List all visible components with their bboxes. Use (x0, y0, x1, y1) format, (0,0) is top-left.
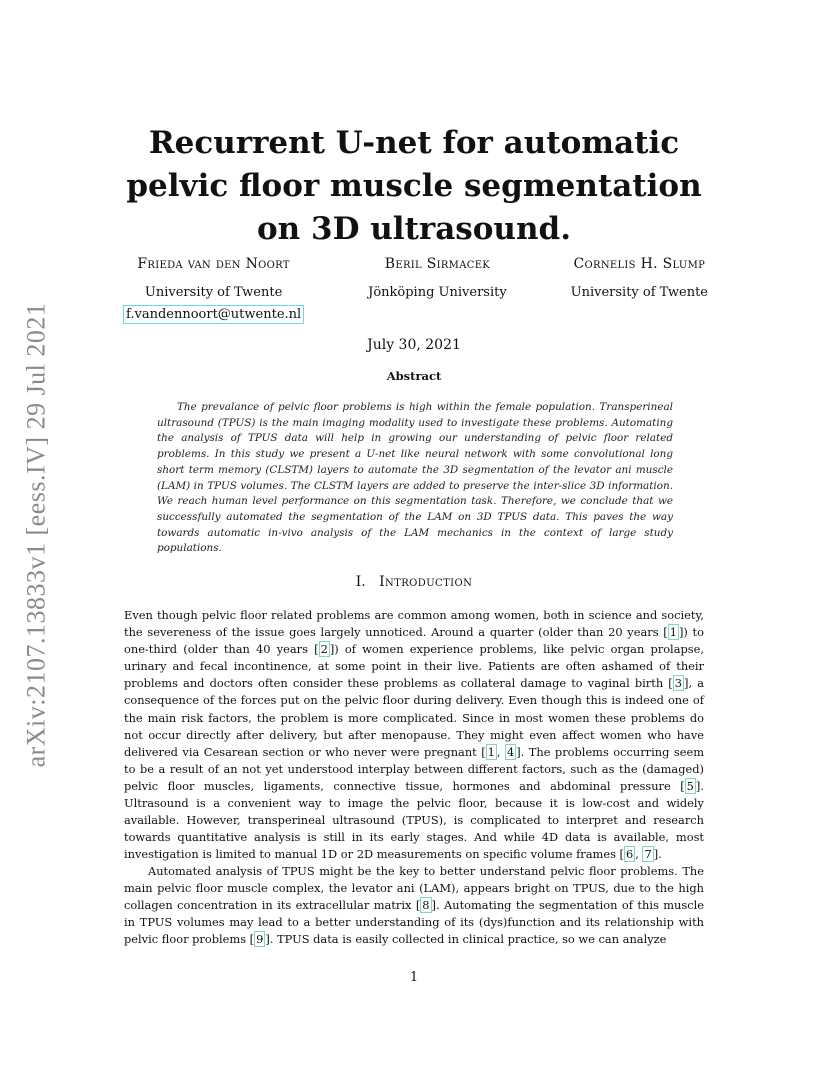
text-run: Automated analysis of TPUS might be the key to better understand pelvic floor problems. The main pelvic floor muscle complex, the levator ani (LAM), appears bright on TPUS, due to the high collagen concentration in its extracellular matrix [ (124, 864, 704, 913)
citation-link[interactable]: 9 (256, 932, 264, 947)
section-title: Introduction (379, 574, 473, 590)
citation-link[interactable]: 6 (625, 847, 634, 862)
citation-link[interactable]: 4 (507, 744, 515, 759)
text-run: Even though pelvic floor related problems are common among women, both in science and society, the severeness of the issue goes largely unnoticed. Around a quarter (older than 20 years [ (124, 608, 704, 640)
citation-link[interactable]: 8 (422, 898, 430, 913)
abstract-text: The prevalance of pelvic floor problems is high within the female population. Transperineal ultrasound (TPUS) is the main imaging modality used to investigate these problems. Automating the analysis of TPUS data will help in growing our understanding of pelvic floor related problems. In this study we present a U-net like neural network with some convolutional long short term memory (CLSTM) layers to automate the 3D segmentation of the levator ani muscle (LAM) in TPUS volumes. The CLSTM layers are added to preserve the inter-slice 3D information. We reach human level performance on this segmentation task. Therefore, we conclude that we successfully automated the segmentation of the LAM on 3D TPUS data. This paves the way towards automatic in-vivo analysis of the LAM mechanics in the context of large study populations. (157, 401, 673, 555)
paper-title: Recurrent U-net for automatic pelvic floor muscle segmentation on 3D ultrasound. (126, 125, 702, 247)
text-run: ]. The problems occurring seem to be a result of an not yet understood interplay between different factors, such as the (damaged) pelvic floor muscles, ligaments, connective tissue, hormones and abdominal pressure [ (124, 744, 704, 793)
intro-paragraph-2 (124, 863, 704, 948)
section-heading (0, 574, 828, 590)
citation-link[interactable]: 3 (674, 676, 682, 691)
abstract-heading: Abstract (386, 369, 442, 383)
text-run: , (496, 744, 505, 759)
author-affiliation: Jönköping University (368, 285, 507, 300)
text-run: , (635, 847, 643, 862)
publication-date: July 30, 2021 (367, 337, 461, 353)
citation-link[interactable]: 1 (487, 744, 495, 759)
text-run: ]. Ultrasound is a convenient way to image the pelvic floor, because it is low-cost and widely available. However, transperineal ultrasound (TPUS), is complicated to interpret and research towards quantitative analysis is still in its early stages. And while 4D data is available, most investigation is limited to manual 1D or 2D measurements on specific volume frames [ (124, 778, 704, 862)
citation-link[interactable]: 7 (644, 847, 652, 862)
section-number: I. (355, 574, 366, 590)
text-run: ]. TPUS data is easily collected in clinical practice, so we can analyze (265, 932, 667, 947)
text-run: ]. Automating the segmentation of this muscle in TPUS volumes may lead to a better understanding of its (dys)function and its relationship with pelvic floor problems [ (124, 898, 704, 947)
arxiv-identifier: arXiv:2107.13833v1 [eess.IV] 29 Jul 2021 (21, 302, 50, 768)
author-affiliation: University of Twente (144, 285, 283, 300)
citation-link[interactable]: 1 (669, 625, 677, 640)
citation-link[interactable]: 5 (686, 778, 694, 793)
author-block (123, 256, 304, 324)
author-list (123, 256, 708, 324)
author-name: Beril Sirmacek (384, 256, 491, 272)
author-block (571, 256, 708, 324)
citation-link[interactable]: 2 (320, 642, 328, 657)
text-run: ]) to one-third (older than 40 years [ (124, 625, 704, 657)
author-affiliation: University of Twente (570, 285, 708, 300)
text-run: ], a consequence of the forces put on the pelvic floor during delivery. Even though this is indeed one of the main risk factors, the problem is more complicated. Since in most women these problems do not occur directly after delivery, but after menopause. They might even affect women who have delivered via Cesarean section or who never were pregnant [ (124, 676, 704, 759)
page-number: 1 (409, 970, 419, 985)
arxiv-sidebar (12, 290, 60, 780)
text-run: ]. (653, 847, 662, 862)
text-run: ]) of women experience problems, like pelvic organ prolapse, urinary and fecal incontinence, at some point in their live. Patients are often ashamed of their problems and doctors often consider these problems as collateral damage to vaginal birth [ (124, 642, 704, 691)
author-name: Frieda van den Noort (137, 256, 290, 272)
intro-paragraph-1 (124, 607, 704, 863)
author-email-link[interactable]: f.vandennoort@utwente.nl (123, 305, 304, 324)
author-name: Cornelis H. Slump (573, 256, 706, 272)
author-block (368, 256, 507, 324)
